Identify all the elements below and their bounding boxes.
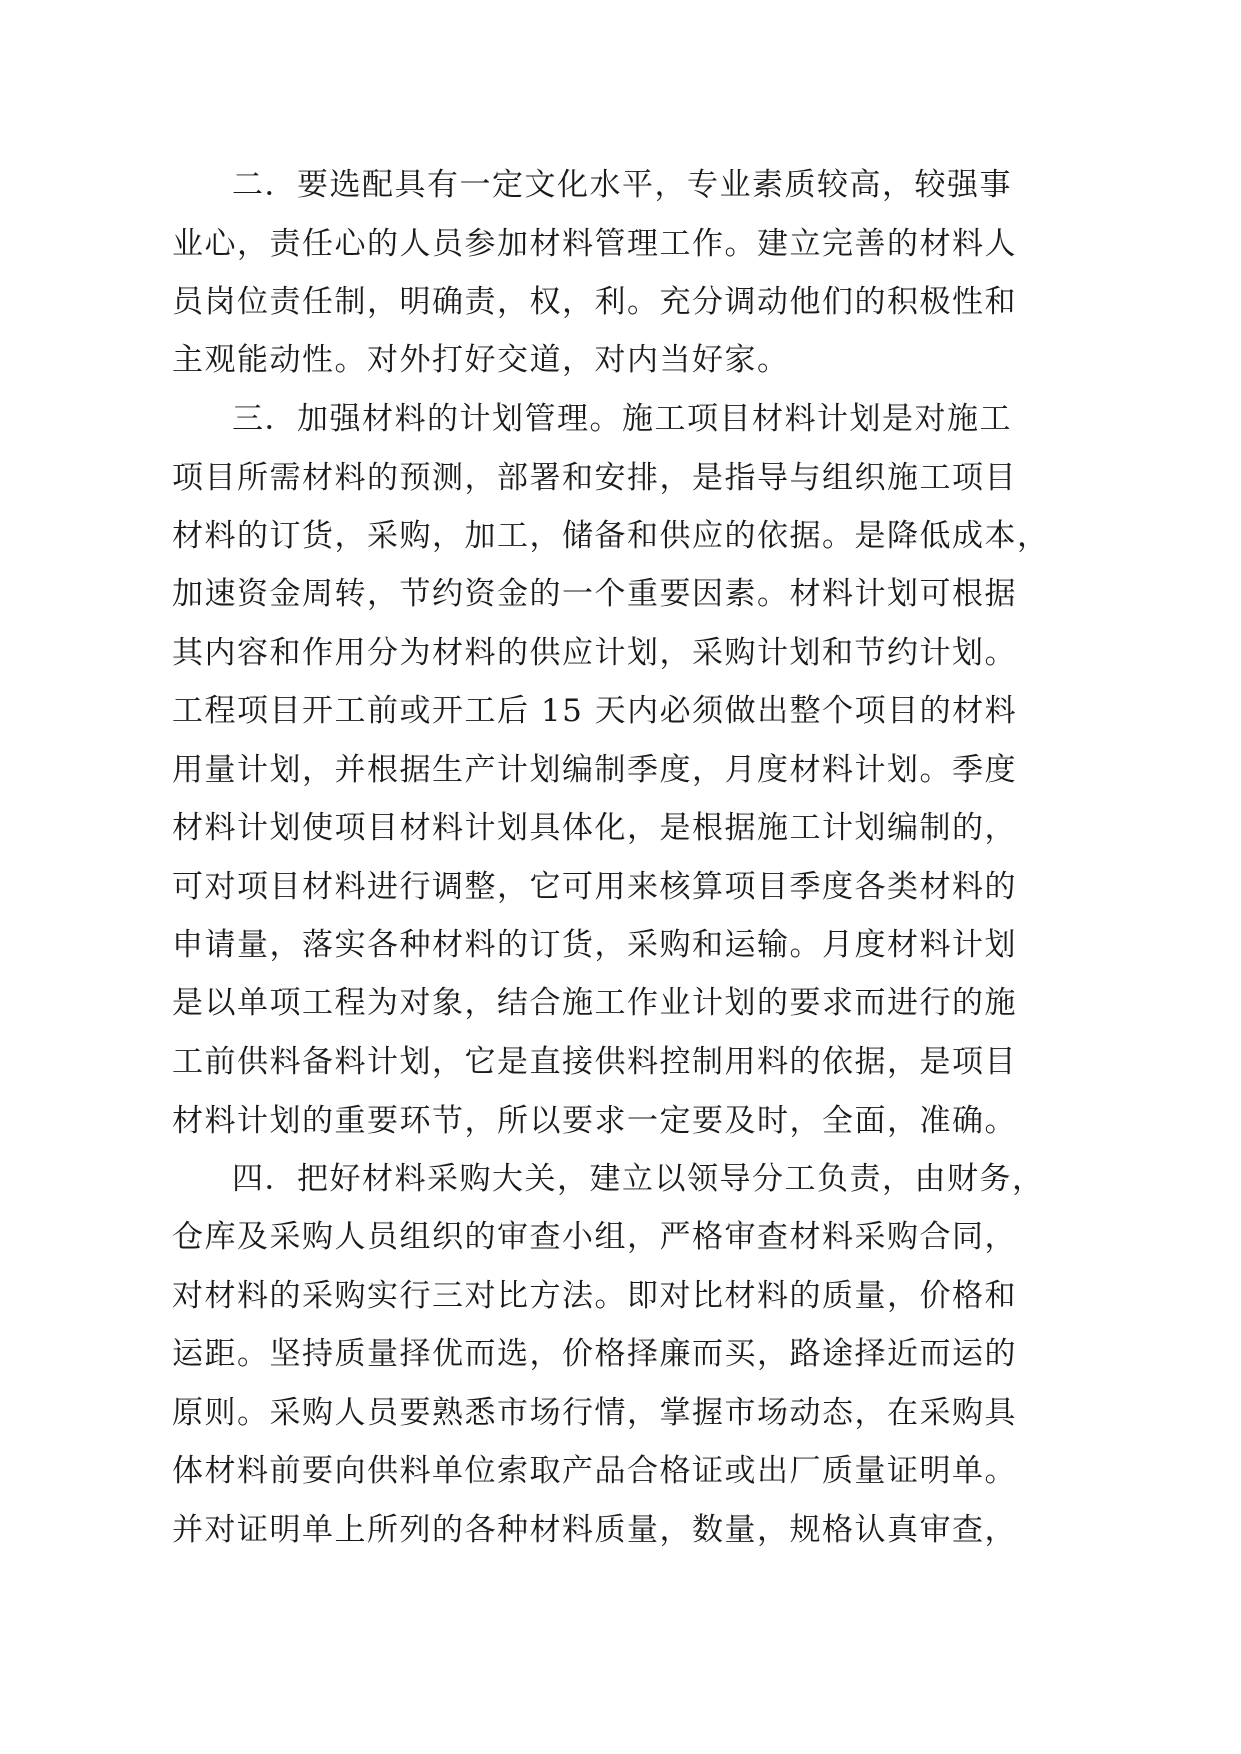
paragraph-line: 业心，责任心的人员参加材料管理工作。建立完善的材料人 <box>172 226 1017 262</box>
paragraph-line: 项目所需材料的预测，部署和安排，是指导与组织施工项目 <box>172 460 1017 496</box>
paragraph-line: 三．加强材料的计划管理。施工项目材料计划是对施工 <box>232 401 1012 437</box>
paragraph-line: 二．要选配具有一定文化水平，专业素质较高，较强事 <box>232 167 1012 203</box>
paragraph-line: 可对项目材料进行调整，它可用来核算项目季度各类材料的 <box>172 869 1017 905</box>
paragraph-line: 是以单项工程为对象，结合施工作业计划的要求而进行的施 <box>172 985 1017 1021</box>
paragraph-line: 并对证明单上所列的各种材料质量，数量，规格认真审查， <box>172 1512 1017 1548</box>
paragraph-line: 其内容和作用分为材料的供应计划，采购计划和节约计划。 <box>172 635 1017 671</box>
paragraph-line: 工前供料备料计划，它是直接供料控制用料的依据，是项目 <box>172 1044 1017 1080</box>
paragraph-line: 仓库及采购人员组织的审查小组，严格审查材料采购合同， <box>172 1219 1017 1255</box>
paragraph-line: 四．把好材料采购大关，建立以领导分工负责，由财务， <box>232 1161 1045 1197</box>
paragraph-line: 材料计划使项目材料计划具体化，是根据施工计划编制的， <box>172 810 1017 846</box>
paragraph-line: 主观能动性。对外打好交道，对内当好家。 <box>172 342 790 378</box>
paragraph-line: 申请量，落实各种材料的订货，采购和运输。月度材料计划 <box>172 927 1017 963</box>
paragraph-line: 加速资金周转，节约资金的一个重要因素。材料计划可根据 <box>172 576 1017 612</box>
paragraph-line: 对材料的采购实行三对比方法。即对比材料的质量，价格和 <box>172 1278 1017 1314</box>
paragraph-line: 原则。采购人员要熟悉市场行情，掌握市场动态，在采购具 <box>172 1395 1017 1431</box>
paragraph-line: 用量计划，并根据生产计划编制季度，月度材料计划。季度 <box>172 752 1017 788</box>
paragraph-line: 员岗位责任制，明确责，权，利。充分调动他们的积极性和 <box>172 284 1017 320</box>
paragraph-line: 工程项目开工前或开工后 15 天内必须做出整个项目的材料 <box>172 693 1018 729</box>
paragraph-line: 材料的订货，采购，加工，储备和供应的依据。是降低成本， <box>172 518 1050 554</box>
paragraph-line: 运距。坚持质量择优而选，价格择廉而买，路途择近而运的 <box>172 1336 1017 1372</box>
paragraph-line: 体材料前要向供料单位索取产品合格证或出厂质量证明单。 <box>172 1453 1017 1489</box>
paragraph-line: 材料计划的重要环节，所以要求一定要及时，全面，准确。 <box>172 1103 1017 1139</box>
